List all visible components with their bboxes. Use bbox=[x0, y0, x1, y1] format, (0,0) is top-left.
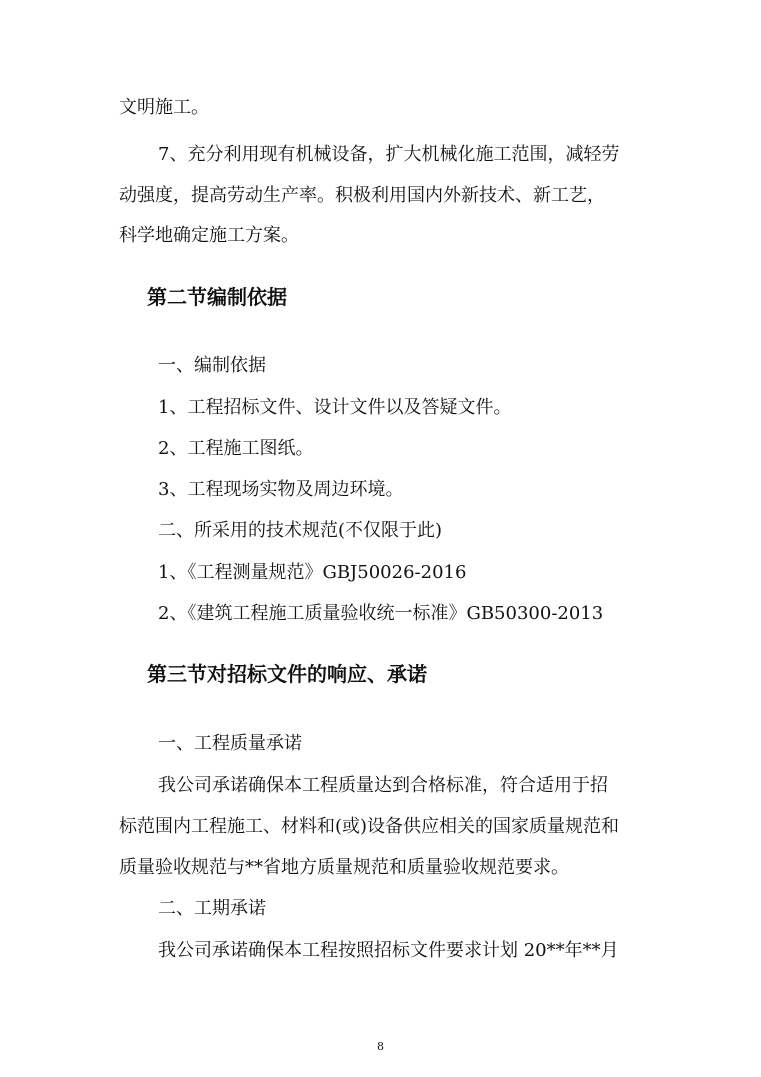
paragraph-line: 科学地确定施工方案。 bbox=[119, 225, 299, 246]
section-heading: 第三节对招标文件的响应、承诺 bbox=[147, 662, 427, 686]
paragraph-line: 我公司承诺确保本工程按照招标文件要求计划 20**年**月 bbox=[158, 940, 619, 961]
list-item: 1、《工程测量规范》GBJ50026-2016 bbox=[158, 562, 467, 583]
subsection-heading: 二、所采用的技术规范(不仅限于此) bbox=[158, 520, 443, 541]
list-item: 1、工程招标文件、设计文件以及答疑文件。 bbox=[158, 397, 512, 418]
list-item: 3、工程现场实物及周边环境。 bbox=[158, 479, 404, 500]
paragraph-line: 质量验收规范与**省地方质量规范和质量验收规范要求。 bbox=[119, 857, 569, 878]
paragraph-line: 标范围内工程施工、材料和(或)设备供应相关的国家质量规范和 bbox=[119, 816, 620, 837]
page-number: 8 bbox=[377, 1040, 384, 1053]
subsection-heading: 一、编制依据 bbox=[158, 355, 266, 376]
paragraph-line: 文明施工。 bbox=[119, 97, 209, 118]
subsection-heading: 二、工期承诺 bbox=[158, 898, 266, 919]
list-item: 2、工程施工图纸。 bbox=[158, 438, 314, 459]
list-item: 2、《建筑工程施工质量验收统一标准》GB50300-2013 bbox=[158, 603, 604, 624]
subsection-heading: 一、工程质量承诺 bbox=[158, 733, 302, 754]
paragraph-line: 我公司承诺确保本工程质量达到合格标准，符合适用于招 bbox=[158, 775, 608, 796]
paragraph-line: 7、充分利用现有机械设备，扩大机械化施工范围，减轻劳 bbox=[158, 144, 620, 165]
section-heading: 第二节编制依据 bbox=[147, 285, 287, 309]
paragraph-line: 动强度，提高劳动生产率。积极利用国内外新技术、新工艺， bbox=[119, 185, 605, 206]
